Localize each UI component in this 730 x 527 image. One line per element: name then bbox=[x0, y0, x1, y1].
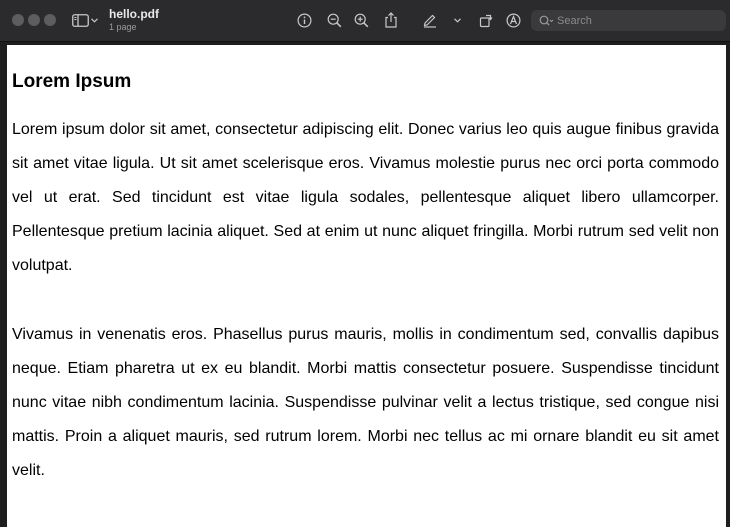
document-paragraph: Lorem ipsum dolor sit amet, consectetur adipiscing elit. Donec varius leo quis augue finibus gravida sit amet vitae ligula. Ut sit amet scelerisque eros. Vivamus molestie purus nec orci porta commodo vel ut erat. Sed tincidunt est vitae ligula sodales, pellentesque aliquet libero ullamcorper. Pellentesque pretium lacinia aliquet. Sed at enim ut nunc aliquet fringilla. Morbi rutrum sed velit non volutpat. bbox=[12, 121, 719, 274]
zoom-out-button[interactable] bbox=[325, 11, 343, 29]
search-icon bbox=[539, 14, 555, 32]
markup-button[interactable] bbox=[504, 11, 522, 29]
close-window-button[interactable] bbox=[12, 14, 24, 26]
search-input[interactable] bbox=[557, 12, 717, 29]
highlight-button[interactable] bbox=[421, 11, 439, 29]
document-viewer[interactable] bbox=[0, 43, 730, 527]
sidebar-toggle-icon bbox=[72, 14, 89, 27]
document-heading: Lorem Ipsum bbox=[12, 71, 132, 92]
pdf-page bbox=[7, 45, 726, 527]
sidebar-toggle-button[interactable] bbox=[72, 11, 100, 29]
zoom-window-button[interactable] bbox=[44, 14, 56, 26]
rotate-button[interactable] bbox=[477, 11, 495, 29]
highlight-icon bbox=[422, 12, 438, 28]
info-icon bbox=[297, 13, 312, 28]
search-field[interactable] bbox=[531, 10, 726, 31]
document-title: hello.pdf bbox=[109, 7, 159, 21]
info-button[interactable] bbox=[295, 11, 313, 29]
zoom-out-icon bbox=[327, 13, 342, 28]
highlight-options-button[interactable] bbox=[448, 11, 466, 29]
zoom-in-button[interactable] bbox=[352, 11, 370, 29]
minimize-window-button[interactable] bbox=[28, 14, 40, 26]
zoom-in-icon bbox=[354, 13, 369, 28]
document-paragraph: Vivamus in venenatis eros. Phasellus purus mauris, mollis in condimentum sed, convallis dapibus neque. Etiam pharetra ut ex eu blandit. Morbi mattis consectetur posuere. Suspendisse tincidunt nunc vitae nibh condimentum lacinia. Suspendisse pulvinar velit a lectus tristique, sed congue nisi mattis. Proin a aliquet mauris, sed rutrum lorem. Morbi nec tellus ac mi ornare blandit eu sit amet velit. bbox=[12, 326, 719, 479]
markup-icon bbox=[506, 13, 521, 28]
chevron-down-icon bbox=[454, 18, 461, 23]
rotate-icon bbox=[479, 13, 494, 28]
title-bar bbox=[0, 0, 730, 42]
share-button[interactable] bbox=[382, 11, 400, 29]
chevron-down-icon bbox=[91, 18, 98, 23]
share-icon bbox=[384, 12, 398, 28]
document-page-count: 1 page bbox=[109, 22, 137, 32]
